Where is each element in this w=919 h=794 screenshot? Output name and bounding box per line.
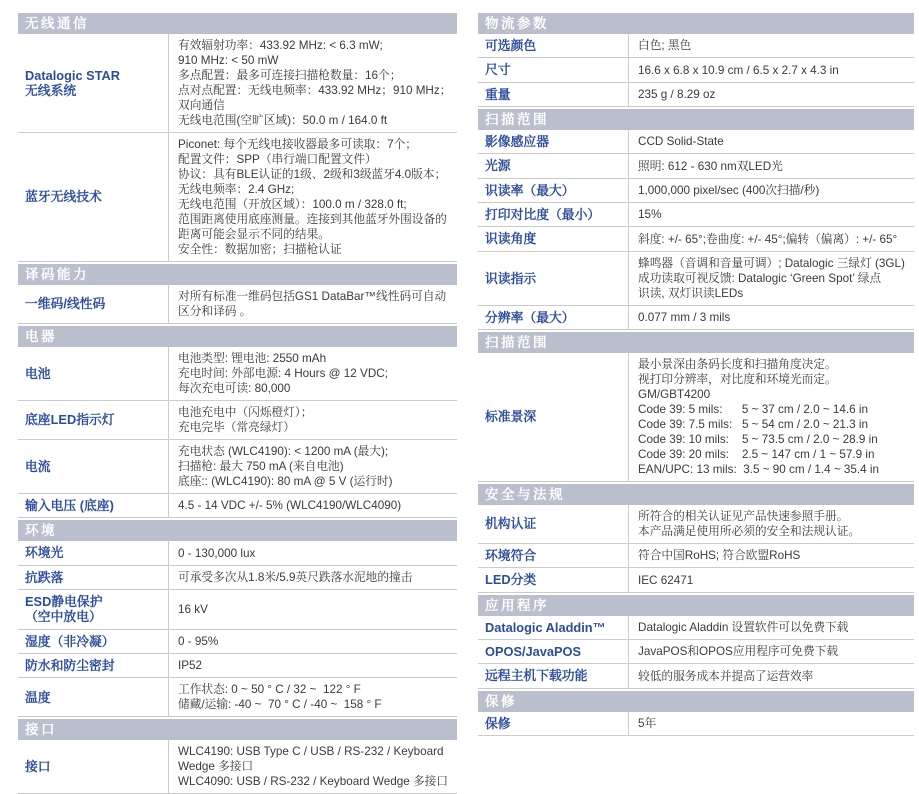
spec-value: 16 kV: [168, 590, 457, 629]
spec-row: [18, 590, 457, 630]
spec-label: 识读角度: [485, 231, 537, 247]
spec-row: [478, 568, 914, 592]
spec-value: 0.077 mm / 3 mils: [628, 306, 914, 329]
section-header: 应用程序: [478, 595, 914, 616]
spec-label: 分辨率（最大）: [485, 309, 575, 325]
section-header: 保修: [478, 691, 914, 712]
spec-value: 对所有标准一维码包括GS1 DataBar™线性码可自动 区分和译码 。: [168, 285, 457, 323]
spec-row: [478, 203, 914, 227]
spec-row: [478, 227, 914, 251]
spec-row: [478, 353, 914, 482]
spec-row: [18, 654, 457, 678]
spec-row: [18, 347, 457, 401]
right-column: [478, 13, 914, 794]
section-header: 环境: [18, 520, 457, 541]
spec-value: JavaPOS和OPOS应用程序可免费下载: [628, 640, 914, 663]
spec-value: 0 - 130,000 lux: [168, 541, 457, 564]
spec-label: 尺寸: [485, 62, 511, 78]
spec-row: [18, 440, 457, 494]
spec-label: 湿度（非冷凝）: [25, 633, 115, 649]
spec-row: [18, 34, 457, 133]
spec-value: 所符合的相关认证见产品快速参照手册。 本产品满足使用所必须的安全和法规认证。: [628, 505, 914, 543]
spec-label: 蓝牙无线技术: [25, 189, 102, 205]
spec-label: 电流: [25, 458, 51, 474]
left-column: [18, 13, 457, 794]
spec-row: [18, 541, 457, 565]
spec-row: [478, 505, 914, 544]
spec-label: 环境光: [25, 545, 64, 561]
spec-row: [478, 179, 914, 203]
spec-value: IP52: [168, 654, 457, 677]
spec-row: [478, 154, 914, 178]
spec-label: OPOS/JavaPOS: [485, 644, 582, 660]
spec-value: 电池充电中（闪烁橙灯）； 充电完毕（常亮绿灯）: [168, 401, 457, 439]
spec-value: 充电状态 (WLC4190): < 1200 mA (最大); 扫描枪: 最大 750 mA (来自电池) 底座:: (WLC4190): 80 mA @ 5 V (运行时): [168, 440, 457, 493]
spec-label: 重量: [485, 86, 511, 102]
spec-label: 机构认证: [485, 516, 537, 532]
section-header: 电器: [18, 326, 457, 347]
spec-value: 照明: 612 - 630 nm双LED光: [628, 154, 914, 177]
spec-row: [478, 83, 914, 107]
spec-label: 一维码/线性码: [25, 296, 106, 312]
spec-row: [478, 252, 914, 306]
section-header: 安全与法规: [478, 484, 914, 505]
spec-row: [18, 494, 457, 518]
spec-row: [478, 712, 914, 736]
spec-value: IEC 62471: [628, 568, 914, 591]
section-header: 译码能力: [18, 264, 457, 285]
section-header: 扫描范围: [478, 109, 914, 130]
spec-value: 15%: [628, 203, 914, 226]
spec-row: [478, 34, 914, 58]
spec-value: 16.6 x 6.8 x 10.9 cm / 6.5 x 2.7 x 4.3 in: [628, 58, 914, 81]
spec-value: 235 g / 8.29 oz: [628, 83, 914, 106]
spec-value: Datalogic Aladdin 设置软件可以免费下载: [628, 616, 914, 639]
spec-value: 5年: [628, 712, 914, 735]
spec-label: 可选颜色: [485, 38, 537, 53]
spec-label: 远程主机下载功能: [485, 668, 588, 684]
spec-label: 防水和防尘密封: [25, 658, 115, 674]
spec-label: 抗跌落: [25, 569, 64, 585]
spec-label: 温度: [25, 689, 51, 705]
spec-value: 可承受多次从1.8米/5.9英尺跌落水泥地的撞击: [168, 566, 457, 589]
spec-label: 识读指示: [485, 270, 537, 286]
section-header: 扫描范围: [478, 332, 914, 353]
spec-label: 识读率（最大）: [485, 182, 575, 198]
spec-value: 有效辐射功率：433.92 MHz: < 6.3 mW; 910 MHz: < 50 mW 多点配置：最多可连接扫描枪数量：16个； 点对点配置：无线电频率：433.92 MHz；910 MHz； 双向通信 无线电范围(空旷区域)：50.0 m / 164.0 ft: [168, 34, 457, 132]
spec-value: 较低的服务成本并提高了运营效率: [628, 664, 914, 687]
spec-value: 1,000,000 pixel/sec (400次扫描/秒): [628, 179, 914, 202]
spec-label: 打印对比度（最小）: [485, 207, 601, 223]
section-header: 无线通信: [18, 13, 457, 34]
spec-row: [18, 566, 457, 590]
spec-row: [478, 640, 914, 664]
spec-value: 斜度: +/- 65°;卷曲度: +/- 45°;偏转（偏离）: +/- 65°: [628, 227, 914, 250]
spec-value: 电池类型: 锂电池: 2550 mAh 充电时间: 外部电源: 4 Hours @ 12 VDC; 每次充电可读: 80,000: [168, 347, 457, 400]
spec-label: 环境符合: [485, 548, 537, 564]
spec-row: [478, 58, 914, 82]
spec-value: WLC4190: USB Type C / USB / RS-232 / Keyboard Wedge 多接口 WLC4090: USB / RS-232 / Keyboard Wedge 多接口: [168, 740, 457, 793]
section-header: 接口: [18, 719, 457, 740]
spec-value: 最小景深由条码长度和扫描角度决定。 视打印分辨率，对比度和环境光而定。 GM/GBT4200 Code 39: 5 mils: 5 ~ 37 cm / 2.0 ~ 14.6 in Code 39: 7.5 mils: 5 ~ 54 cm / 2.0 ~ 21.3 in Code 39: 10 mils: 5 ~ 73.5 cm / 2.0 ~ 28.9 in Code 39: 20 mils: 2.5 ~ 147 cm / 1 ~ 57.9 in EAN/UPC: 13 mils: 3.5 ~ 90 cm / 1.4 ~ 35.4 in: [628, 353, 914, 481]
spec-label: ESD静电保护 （空中放电）: [25, 594, 103, 625]
spec-value: 0 - 95%: [168, 630, 457, 653]
spec-row: [478, 544, 914, 568]
spec-row: [18, 630, 457, 654]
spec-row: [18, 133, 457, 262]
spec-label: 输入电压 (底座): [25, 498, 114, 513]
spec-label: 标准景深: [485, 409, 537, 425]
spec-value: 4.5 - 14 VDC +/- 5% (WLC4190/WLC4090): [168, 494, 457, 517]
spec-value: CCD Solid-State: [628, 130, 914, 153]
spec-value: 符合中国RoHS; 符合欧盟RoHS: [628, 544, 914, 567]
spec-row: [18, 740, 457, 794]
spec-value: Piconet: 每个无线电接收器最多可读取：7个； 配置文件：SPP（串行端口配置文件） 协议：具有BLE认证的1级、2级和3级蓝牙4.0版本； 无线电频率：2.4 GHz; 无线电范围（开放区域）：100.0 m / 328.0 ft; 范围距离使用底座测量。连接到其他蓝牙外围设备的 距离可能会显示不同的结果。 安全性：数据加密；扫描枪认证: [168, 133, 457, 261]
spec-label: LED分类: [485, 572, 537, 588]
spec-label: 光源: [485, 158, 511, 174]
spec-row: [18, 678, 457, 717]
spec-label: 电池: [25, 365, 51, 381]
spec-row: [18, 401, 457, 440]
spec-row: [478, 616, 914, 640]
spec-label: 保修: [485, 715, 511, 731]
spec-label: Datalogic Aladdin™: [485, 619, 606, 635]
spec-label: Datalogic STAR 无线系统: [25, 67, 121, 98]
spec-row: [478, 130, 914, 154]
spec-value: 蜂鸣器（音调和音量可调）; Datalogic 三绿灯 (3GL) 成功读取可视反馈: Datalogic ‘Green Spot’ 绿点 识读, 双灯识读LEDs: [628, 252, 914, 305]
spec-row: [18, 285, 457, 324]
spec-label: 底座LED指示灯: [25, 412, 115, 428]
spec-value: 工作状态: 0 ~ 50 ° C / 32 ~ 122 ° F 储藏/运输: -40 ~ 70 ° C / -40 ~ 158 ° F: [168, 678, 457, 716]
spec-row: [478, 306, 914, 330]
spec-value: 白色; 黑色: [628, 34, 914, 57]
section-header: 物流参数: [478, 13, 914, 34]
spec-label: 接口: [25, 759, 51, 775]
spec-row: [478, 664, 914, 688]
spec-label: 影像感应器: [485, 134, 549, 150]
